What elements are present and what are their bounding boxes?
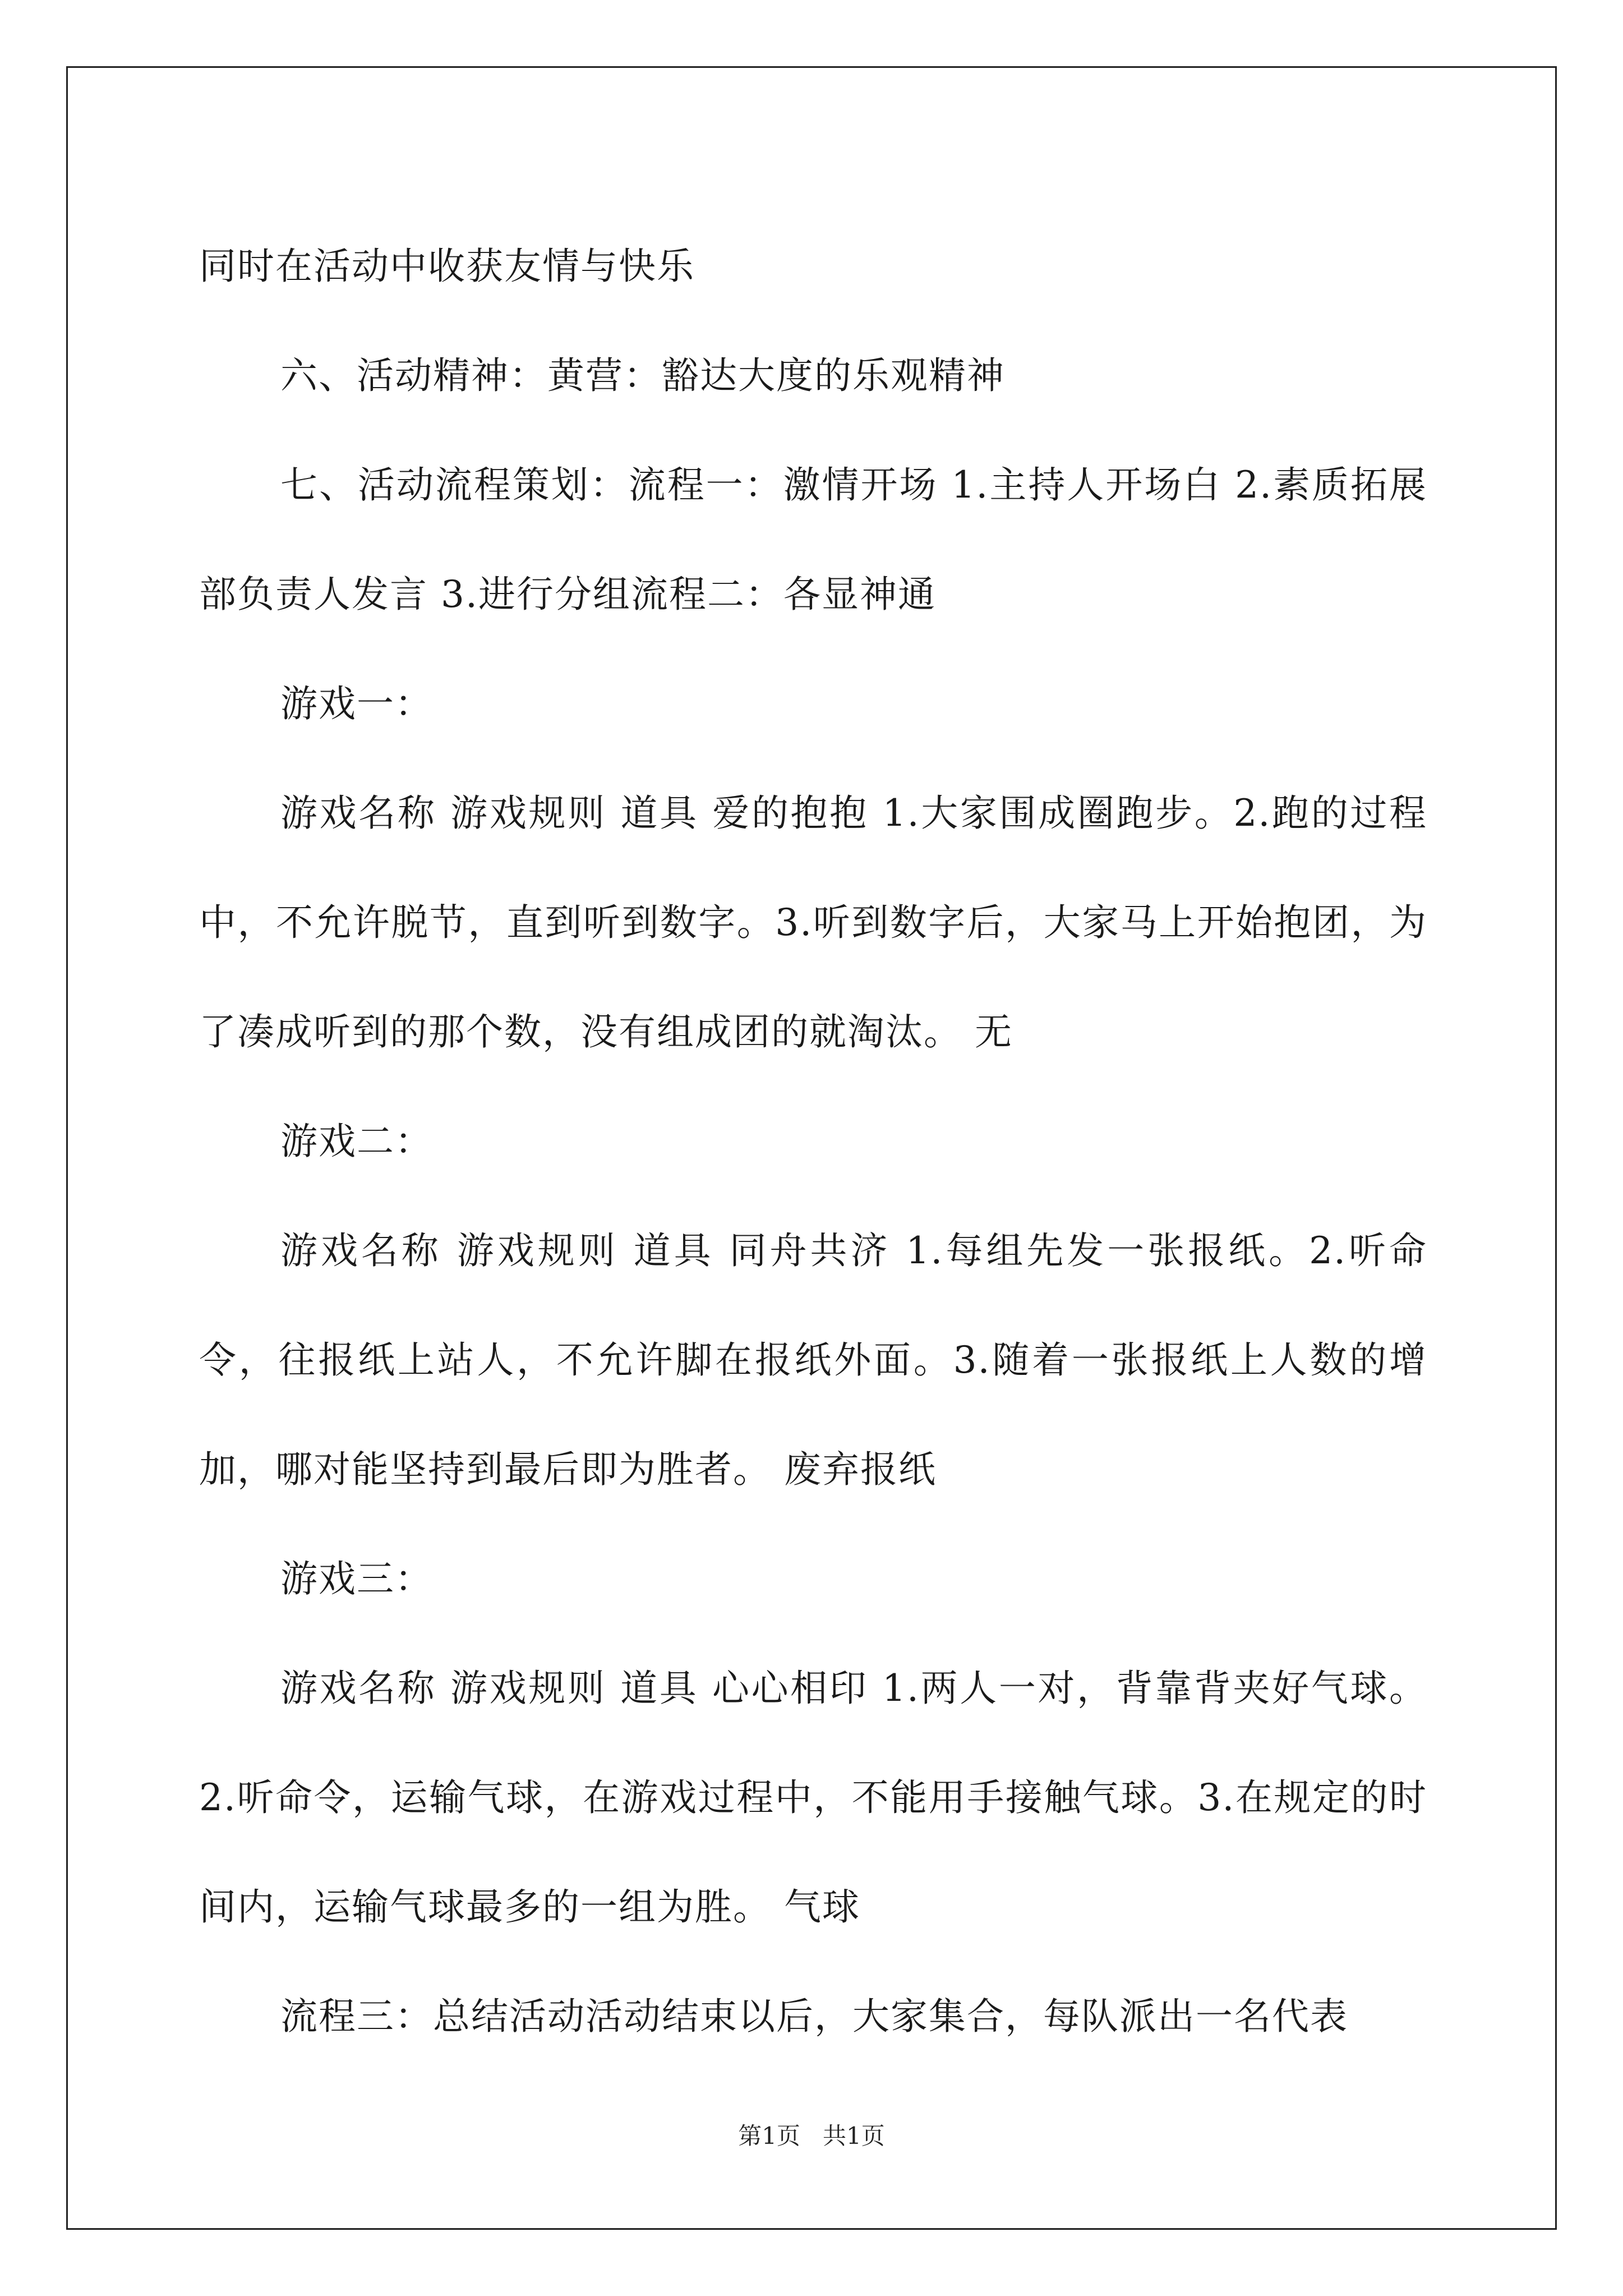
page-total: 共1页 xyxy=(823,2122,885,2150)
paragraph-game-three: 游戏名称 游戏规则 道具 心心相印 1.两人一对，背靠背夹好气球。2.听命令，运输气球，在游戏过程中，不能用手接触气球。3.在规定的时间内，运输气球最多的一组为胜。 气球 xyxy=(199,1667,1427,1929)
heading-game-two: 游戏二： xyxy=(280,1120,433,1163)
heading-game-one: 游戏一： xyxy=(280,682,433,725)
paragraph-activity-flow: 七、活动流程策划：流程一：激情开场 1.主持人开场白 2.素质拓展部负责人发言 3.进行分组流程二：各显神通 xyxy=(199,463,1427,616)
paragraph-game-one: 游戏名称 游戏规则 道具 爱的抱抱 1.大家围成圈跑步。2.跑的过程中，不允许脱节，直到听到数字。3.听到数字后，大家马上开始抱团，为了凑成听到的那个数，没有组成团的就淘汰。 无 xyxy=(199,792,1427,1053)
page-footer xyxy=(0,2119,1623,2153)
document-body xyxy=(199,211,1427,2071)
paragraph-continuation: 同时在活动中收获友情与快乐 xyxy=(199,245,695,288)
heading-game-three: 游戏三： xyxy=(280,1557,433,1600)
page-number: 第1页 xyxy=(738,2122,800,2150)
paragraph-flow-three: 流程三：总结活动活动结束以后，大家集合，每队派出一名代表 xyxy=(280,1995,1348,2038)
paragraph-activity-spirit: 六、活动精神：黄营：豁达大度的乐观精神 xyxy=(280,354,1005,397)
paragraph-game-two: 游戏名称 游戏规则 道具 同舟共济 1.每组先发一张报纸。2.听命令，往报纸上站人，不允许脚在报纸外面。3.随着一张报纸上人数的增加，哪对能坚持到最后即为胜者。 废弃报纸 xyxy=(199,1229,1427,1491)
